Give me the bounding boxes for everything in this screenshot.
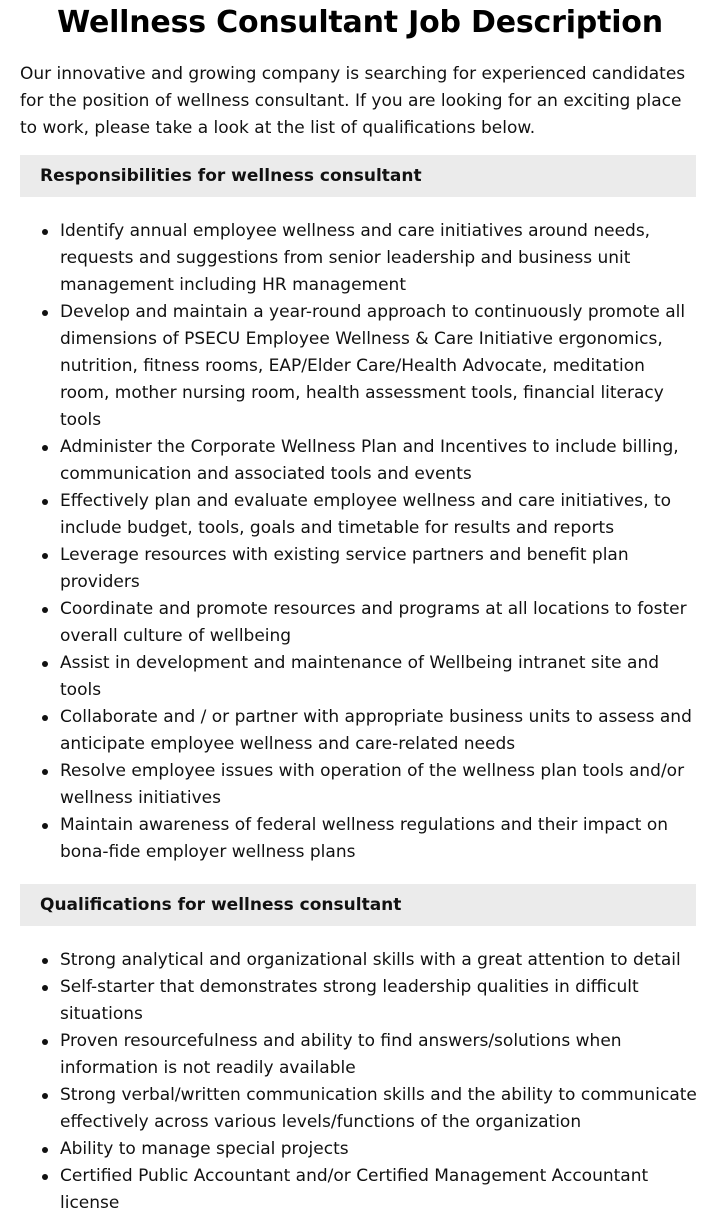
list-item-text: Collaborate and / or partner with appropriate business units to assess and anticipate employee wellness and care-related needs xyxy=(60,707,692,754)
list-item-text: Resolve employee issues with operation of the wellness plan tools and/or wellness initiatives xyxy=(60,761,685,808)
list-item xyxy=(0,758,720,812)
bullet-icon xyxy=(42,769,48,775)
list-item-text: Effectively plan and evaluate employee wellness and care initiatives, to include budget, tools, goals and timetable for results and reports xyxy=(60,491,672,538)
bullet-icon xyxy=(42,715,48,721)
list-item xyxy=(0,650,720,704)
qualifications-heading: Qualifications for wellness consultant xyxy=(20,884,696,926)
list-item xyxy=(0,1082,720,1136)
list-item xyxy=(0,299,720,434)
list-item-text: Strong verbal/written communication skills and the ability to communicate effectively across various levels/functions of the organization xyxy=(60,1085,697,1132)
list-item-text: Self-starter that demonstrates strong leadership qualities in difficult situations xyxy=(60,977,639,1024)
list-item xyxy=(0,812,720,866)
list-item-text: Proven resourcefulness and ability to find answers/solutions when information is not readily available xyxy=(60,1031,622,1078)
page-title: Wellness Consultant Job Description xyxy=(57,5,663,40)
list-item-text: Ability to manage special projects xyxy=(60,1139,349,1159)
list-item-text: Strong analytical and organizational skills with a great attention to detail xyxy=(60,950,681,970)
bullet-icon xyxy=(42,823,48,829)
bullet-icon xyxy=(42,1174,48,1180)
bullet-icon xyxy=(42,229,48,235)
bullet-icon xyxy=(42,607,48,613)
bullet-icon xyxy=(42,1147,48,1153)
responsibilities-heading: Responsibilities for wellness consultant xyxy=(20,155,696,197)
bullet-icon xyxy=(42,661,48,667)
bullet-icon xyxy=(42,985,48,991)
list-item xyxy=(0,1136,720,1163)
bullet-icon xyxy=(42,958,48,964)
list-item-text: Coordinate and promote resources and programs at all locations to foster overall culture of wellbeing xyxy=(60,599,687,646)
list-item xyxy=(0,1028,720,1082)
qualifications-list xyxy=(0,947,720,1217)
list-item-text: Assist in development and maintenance of Wellbeing intranet site and tools xyxy=(60,653,660,700)
bullet-icon xyxy=(42,445,48,451)
list-item xyxy=(0,947,720,974)
bullet-icon xyxy=(42,310,48,316)
list-item xyxy=(0,1163,720,1217)
list-item xyxy=(0,488,720,542)
responsibilities-list xyxy=(0,218,720,866)
list-item-text: Administer the Corporate Wellness Plan and Incentives to include billing, communication and associated tools and events xyxy=(60,437,679,484)
bullet-icon xyxy=(42,1039,48,1045)
list-item xyxy=(0,434,720,488)
bullet-icon xyxy=(42,553,48,559)
bullet-icon xyxy=(42,499,48,505)
list-item xyxy=(0,704,720,758)
intro-paragraph: Our innovative and growing company is searching for experienced candidates for the position of wellness consultant. If you are looking for an exciting place to work, please take a look at the list of qualifications below. xyxy=(20,64,686,138)
list-item xyxy=(0,542,720,596)
list-item xyxy=(0,596,720,650)
list-item-text: Develop and maintain a year-round approach to continuously promote all dimensions of PSECU Employee Wellness & Care Initiative ergonomics, nutrition, fitness rooms, EAP/Elder Care/Health Advocate, meditation room, mother nursing room, health assessment tools, financial literacy tools xyxy=(60,302,686,430)
list-item-text: Identify annual employee wellness and care initiatives around needs, requests and suggestions from senior leadership and business unit management including HR management xyxy=(60,221,651,295)
list-item-text: Maintain awareness of federal wellness regulations and their impact on bona-fide employer wellness plans xyxy=(60,815,668,862)
bullet-icon xyxy=(42,1093,48,1099)
list-item xyxy=(0,974,720,1028)
list-item-text: Leverage resources with existing service partners and benefit plan providers xyxy=(60,545,629,592)
list-item-text: Certified Public Accountant and/or Certified Management Accountant license xyxy=(60,1166,649,1213)
list-item xyxy=(0,218,720,299)
